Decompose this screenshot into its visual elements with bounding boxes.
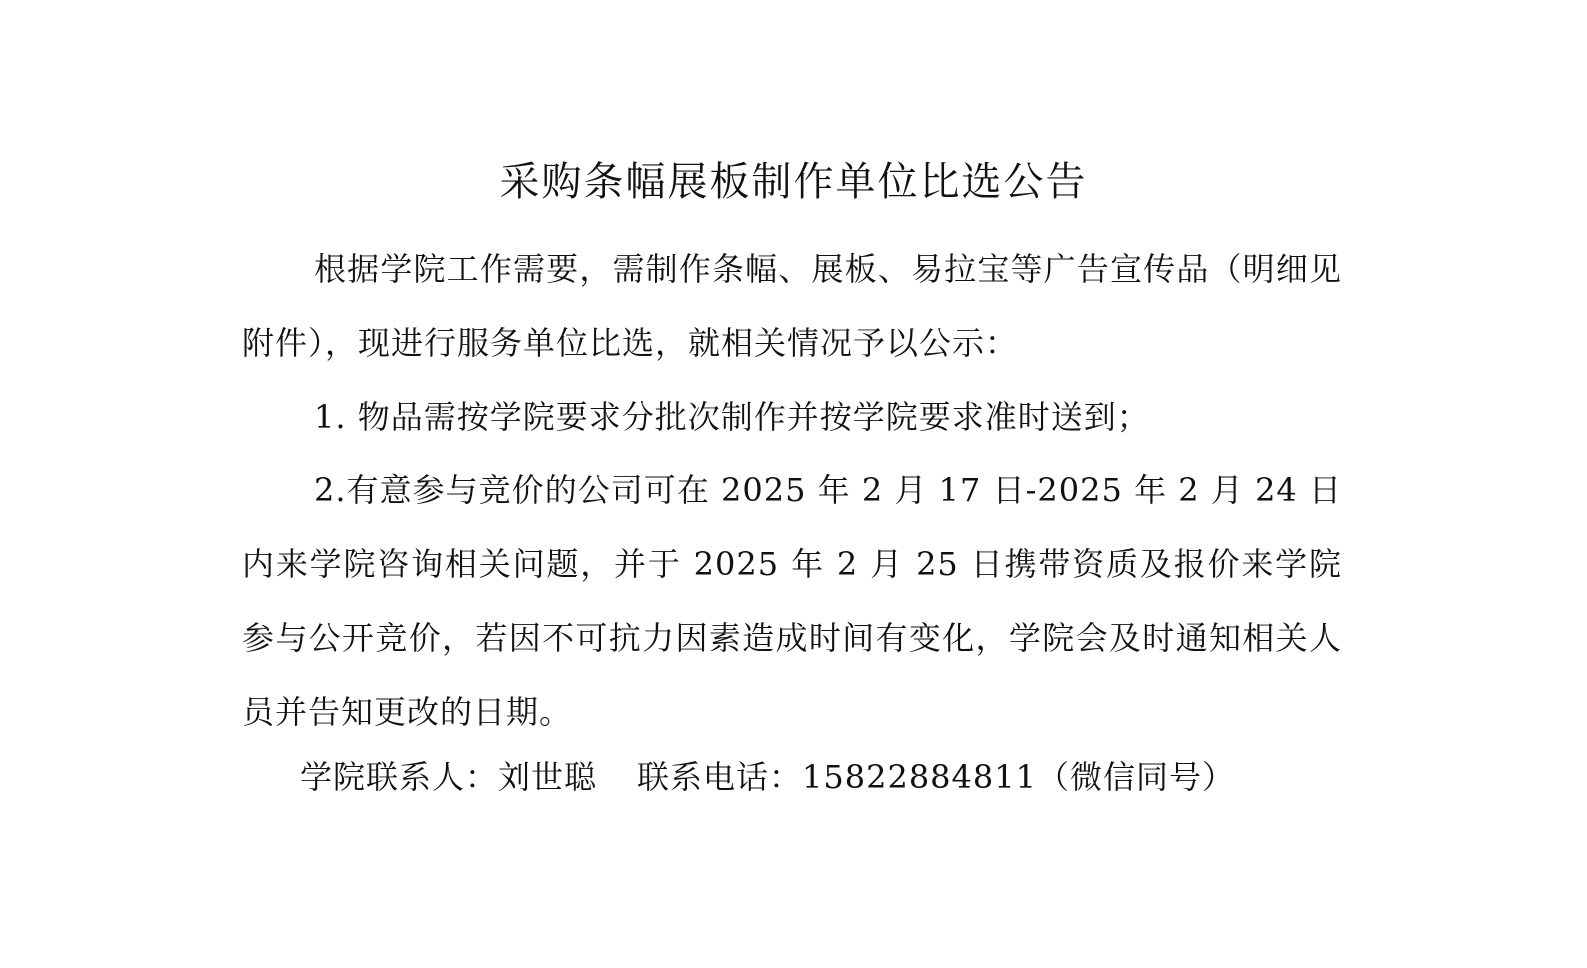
intro-paragraph: 根据学院工作需要，需制作条幅、展板、易拉宝等广告宣传品（明细见附件），现进行服务单位比选，就相关情况予以公示： bbox=[242, 250, 1342, 362]
document-title: 采购条幅展板制作单位比选公告 bbox=[499, 159, 1088, 205]
contact-person: 学院联系人：刘世聪 bbox=[300, 758, 598, 796]
contact-phone: 联系电话：15822884811（微信同号） bbox=[637, 758, 1235, 796]
item-2-paragraph: 2.有意参与竞价的公司可在 2025 年 2 月 17 日-2025 年 2 月 24 日内来学院咨询相关问题，并于 2025 年 2 月 25 日携带资质及报价来学院参与公开竞价，若因不可抗力因素造成时间有变化，学院会及时通知相关人员并告知更改的日期。 bbox=[242, 471, 1342, 731]
contact-line bbox=[300, 740, 1300, 814]
item-1-paragraph: 1. 物品需按学院要求分批次制作并按学院要求准时送到； bbox=[314, 398, 1150, 436]
